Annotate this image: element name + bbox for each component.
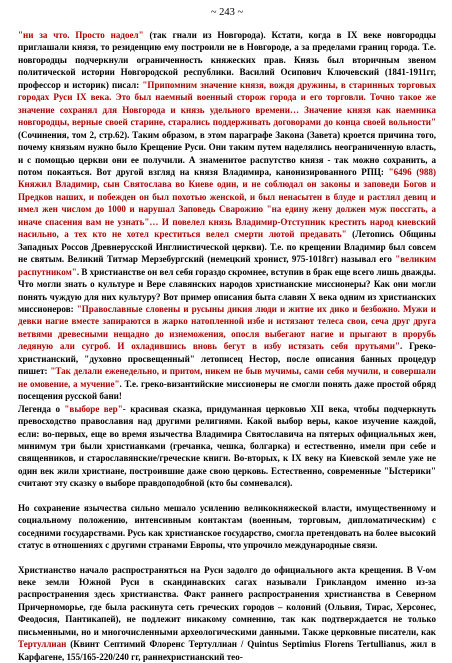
body-run: Но сохранение язычества сильно мешало усилению великокняжеской власти, имущественному и социальному положению, интенсивным контактам (военным, торговым, дипломатическим) с соседними государствами. Русь как христианское государство, смогла претендовать на более высокий статус в отношениях с другими странами Европы, что упрочило международные связи. (18, 502, 436, 551)
body-run: . Греко-христианский, "духовно просвещенный" летописец Нестор, после описания банных процедур пишет: (18, 341, 436, 377)
paragraph (18, 403, 436, 490)
quote-text: "выборе вер" (64, 403, 123, 414)
body-run: . В христианстве он вел себя гораздо скромнее, вступив в брак еще всего лишь дважды. (76, 266, 436, 277)
body-run: (Летопись Общины Западных Россов Древнерусской Инглиистической церкви). Т.е. по крещении Владимир был совсем не святым. Великий Титмар Мерзебургский (немецкий хронист, 975-1018гг) называл его (18, 229, 436, 265)
body-run: (Квинт Септимий Флоренс Тертуллиан / Quintus Septimius Florens Tertullianus, жил в Карфагене, 155/165-220/240 гг, раннехристианский тео- (18, 639, 436, 662)
body-run: Христианство начало распространяться на Руси задолго до официального акта крещения. В V-ом веке земли Южной Руси в скандинавских сагах называли Грикландом именно из-за распространения здесь христианства. Факт раннего распространения христианства в Северном Причерноморье, где была раскинута сеть греческих городов – колоний (Ольвия, Тирас, Херсонес, Феодосия, Пантикапей), не подлежит никакому сомнению, так как подтверждается не только письменными, но и многочисленными археологическими данными. Также церковные писатели, как (18, 564, 436, 637)
quote-text: "Православные словены и русыны дикия люди и житие их дико и безбожно. Мужи и девки нагие вместе запираются в жарко натопленной избе и истязают телеса свои, сечa друг друга ветвями древесными нещадно до изнеможения, опосля выбегают нагие и прыгают в прорубь ледяную али сугроб. И охладившись вновь бегут в избу истязать себя прутьями" (18, 303, 436, 352)
quote-text: Тертуллиан (18, 639, 67, 650)
paragraph (18, 278, 436, 403)
body-run: Что могли знать о культуре и Вере славянских народов христианские миссионеры? Как они могли понять чуждую для них культуру? Вот пример описания бытa славян Х века одним из христианских миссионеров: (18, 279, 436, 314)
body-run: (так гнали из Новгорода). Кстати, когда в IX веке новгородцы приглашали князя, то резиденцию ему построили не в Новгороде, а за пределами границ города. Т.е. новгородцы подчеркнули ограниченность княжеских прав. Князь был вторичным звеном политической истории Новгородской республики. Василий Осипович Ключевский (1841-1911гг, профессор и историк) писал: (18, 30, 436, 90)
body-run: Легенда о (18, 403, 65, 414)
quote-text: "Так делали еженедельно, и притом, никем не быв мучимы, сами себя мучили, и совершали не омовение, а мучение" (18, 366, 436, 389)
quote-text: "великим распутником" (18, 254, 436, 277)
paragraph (18, 502, 436, 552)
quote-text: "Припомним значение князя, вождя дружины, в старинных торговых городах Руси IX века. Это был наемный военный сторож города и его торговли. Точно такое же значение сохранял для Новгорода и князь удельного времени… Значение князя как наемника новгородцы, верные своей старине, старались поддерживать договорами до конца своей вольности" (18, 79, 436, 128)
body-run: (Сочинения, том 2, стр.62). Таким образом, в этом параграфе Закона (Завета) кроется причина того, почему князьям нужно было Крещение Руси. Они таким путем наделялись неограниченную власть, и с помощью церкви они ее получили. А знаменитое распутство князя - так можно сохранить, а потом покаяться. Вот другой взгляд на князя Владимира, канонизированного РПЦ: (18, 129, 436, 177)
body-text (18, 29, 436, 663)
body-run: - красивая сказка, придуманная церковью XII века, чтобы подчеркнуть превосходство православия над другими религиями. Какой выбор веры, какое изучение каждой, если: во-первых, еще во время язычества Владимира Святославича на пятерых официальных жен, минимум три были христианками (гречанка, чешка, болгарка) и естественно, имели при себе и священников, и старославянские/греческие книги. Во-вторых, к IX веку на Киевской земле уже не один век жили христиане, построившие даже свою церковь. Естественно, современные "Ыстерики" считают эту сказку о выборе правдоподобной (кто бы сомневался). (18, 403, 436, 489)
paragraph (18, 564, 436, 663)
quote-text: "ни за что. Просто надоел" (18, 30, 144, 40)
quote-text: "6496 (988) Княжил Владимир, сын Святослава во Киеве один, и не соблюдал он законы и заповеди Богов и Предков наших, и побежден он был похотью женской, и был ненасытен в блуде и растлял девиц и имел жен числом до 1000 и нарушал Заповедь Сварожию "на едину жену должен муж поссгать, а иначе спасения вам не узнать"… И повелел князь Владимир-Отступник крестить народ киевский насильно, а тех кто не хотел креститься велел смерти лютой предавать" (18, 166, 436, 240)
paragraph (18, 29, 436, 278)
page-number: ~ 243 ~ (210, 7, 244, 18)
body-run: . Т.е. греко-византийские миссионеры не смогли понять даже простой обряд посещения русской бани! (18, 378, 436, 402)
